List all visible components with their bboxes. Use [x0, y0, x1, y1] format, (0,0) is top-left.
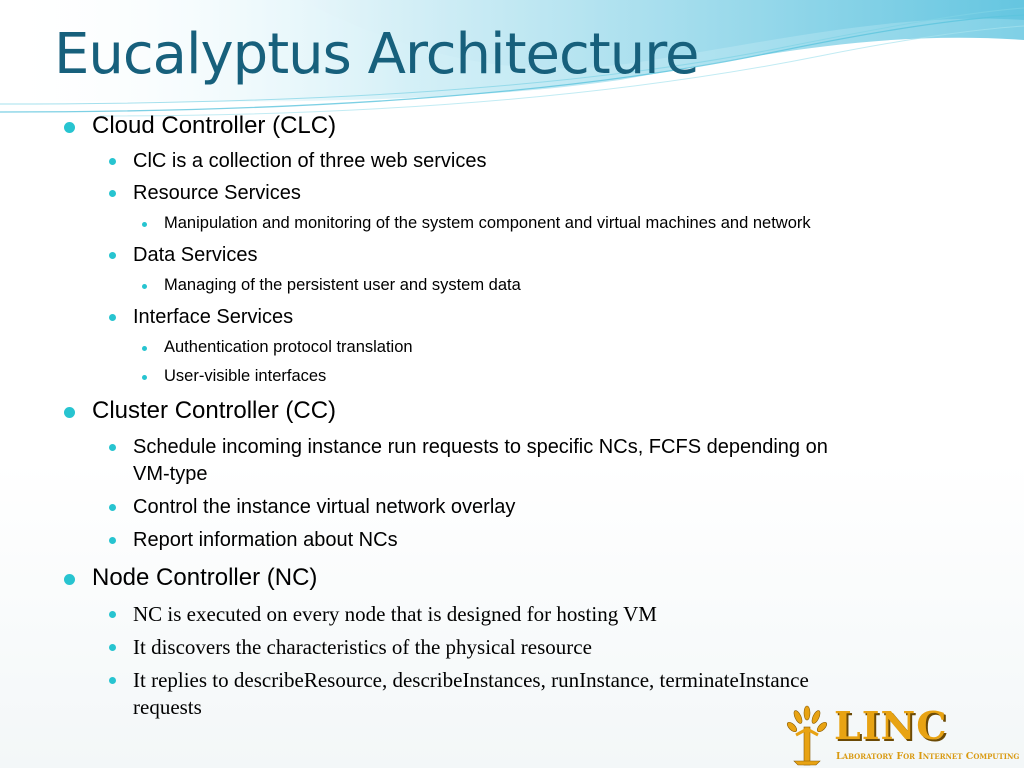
bullet-icon: [142, 346, 147, 351]
logo-subtitle: Laboratory For Internet Computing: [836, 751, 1020, 762]
bullet-icon: [142, 284, 147, 289]
bullet-icon: [109, 444, 116, 451]
bullet-icon: [109, 314, 116, 321]
bullet-icon: [109, 677, 116, 684]
list-item: Interface Services: [133, 306, 294, 328]
linc-logo: [784, 703, 1024, 768]
list-item: NC is executed on every node that is designed for hosting VM: [133, 602, 657, 626]
list-subitem: Managing of the persistent user and system data: [164, 276, 521, 294]
section-nc-heading: Node Controller (NC): [92, 564, 318, 591]
section-clc-heading: Cloud Controller (CLC): [92, 112, 337, 139]
logo-name: LINC: [834, 703, 948, 748]
list-item: It replies to describeResource, describeInstances, runInstance, terminateInstance: [133, 668, 809, 692]
list-item: Schedule incoming instance run requests to specific NCs, FCFS depending on: [133, 436, 828, 458]
bullet-icon: [109, 158, 116, 165]
bullet-icon: [109, 611, 116, 618]
list-item: Report information about NCs: [133, 529, 398, 551]
list-subitem: Manipulation and monitoring of the system component and virtual machines and network: [164, 214, 811, 232]
slide-title: Eucalyptus Architecture: [54, 22, 699, 87]
list-item: It discovers the characteristics of the physical resource: [133, 635, 592, 659]
bullet-icon: [109, 644, 116, 651]
list-item: Data Services: [133, 244, 258, 266]
list-subitem: Authentication protocol translation: [164, 338, 413, 356]
list-item-continuation: VM-type: [133, 463, 208, 485]
bullet-icon: [142, 375, 147, 380]
list-item: Control the instance virtual network overlay: [133, 496, 516, 518]
bullet-icon: [109, 252, 116, 259]
section-cc-heading: Cluster Controller (CC): [92, 397, 337, 424]
bullet-icon: [142, 222, 147, 227]
list-subitem: User-visible interfaces: [164, 367, 327, 385]
bullet-icon: [64, 407, 75, 418]
bullet-icon: [64, 122, 75, 133]
bullet-icon: [109, 537, 116, 544]
bullet-icon: [109, 504, 116, 511]
wheat-tree-icon: [784, 705, 830, 767]
bullet-icon: [109, 190, 116, 197]
bullet-icon: [64, 574, 75, 585]
list-item: Resource Services: [133, 182, 301, 204]
list-item: ClC is a collection of three web services: [133, 150, 487, 172]
list-item-continuation: requests: [133, 695, 202, 719]
